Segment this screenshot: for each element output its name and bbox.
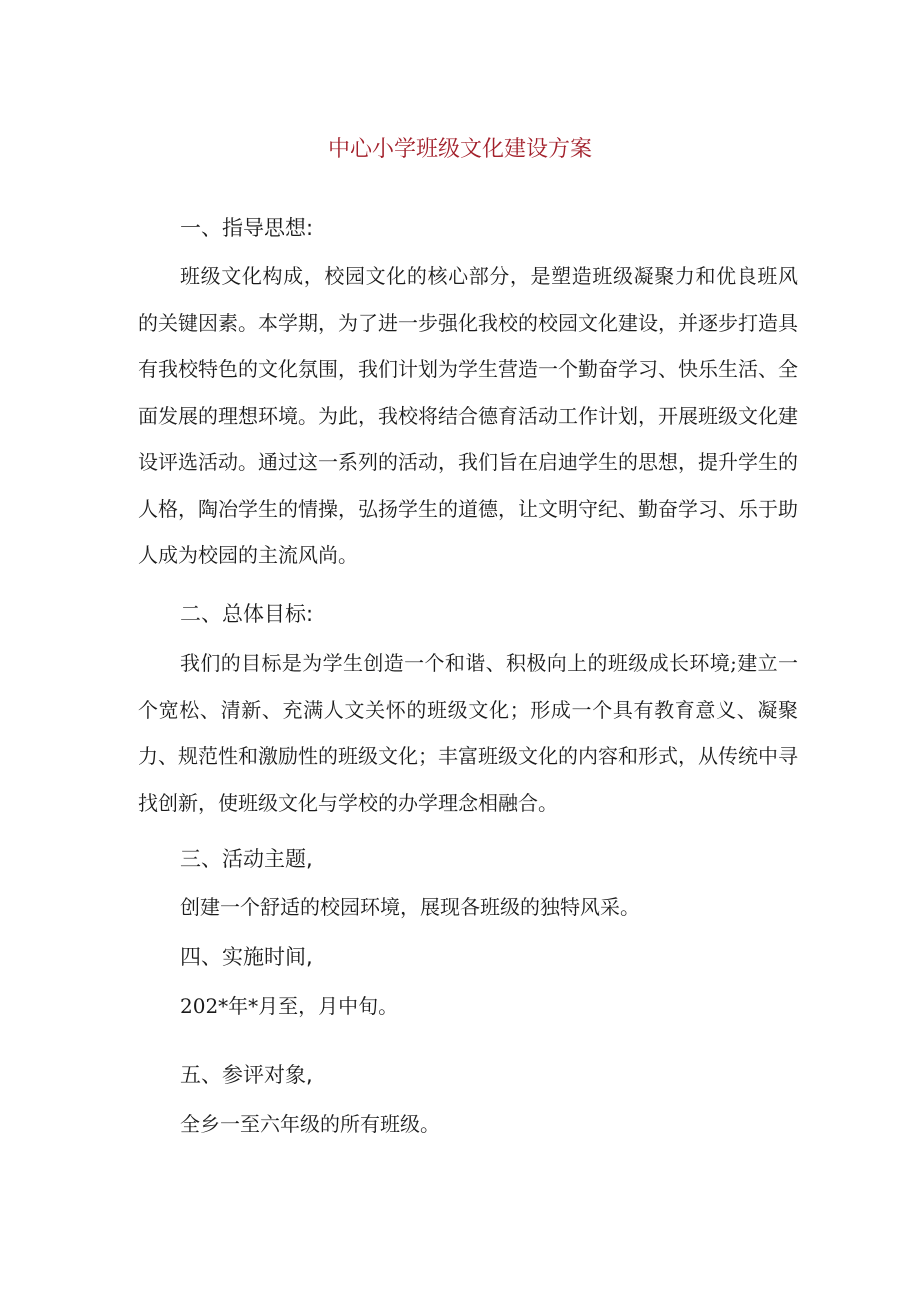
document-title: 中心小学班级文化建设方案: [327, 137, 592, 162]
section-body-overall-goal: 我们的目标是为学生创造一个和谐、积极向上的班级成长环境;建立一个宽松、清新、充满人文关怀的班级文化；形成一个具有教育意义、凝聚力、规范性和激励性的班级文化；丰富班级文化的内容和形式，从传统中寻找创新，使班级文化与学校的办学理念相融合。: [138, 651, 798, 815]
section-body-guiding-thought: 班级文化构成，校园文化的核心部分，是塑造班级凝聚力和优良班风的关键因素。本学期，为了进一步强化我校的校园文化建设，并逐步打造具有我校特色的文化氛围，我们计划为学生营造一个勤奋学习、快乐生活、全面发展的理想环境。为此，我校将结合德育活动工作计划，开展班级文化建设评选活动。通过这一系列的活动，我们旨在启迪学生的思想，提升学生的人格，陶冶学生的情操，弘扬学生的道德，让文明守纪、勤奋学习、乐于助人成为校园的主流风尚。: [138, 264, 798, 567]
section-body-implementation-time: 202*年*月至，月中旬。: [180, 994, 399, 1018]
section-heading-evaluation-targets: 五、参评对象,: [180, 1063, 313, 1087]
section-body-evaluation-targets: 全乡一至六年级的所有班级。: [180, 1112, 440, 1136]
section-heading-implementation-time: 四、实施时间,: [180, 945, 313, 969]
section-heading-guiding-thought: 一、指导思想:: [180, 216, 314, 240]
section-body-activity-theme: 创建一个舒适的校园环境，展现各班级的独特风采。: [180, 895, 640, 919]
section-heading-overall-goal: 二、总体目标:: [180, 602, 314, 626]
section-heading-activity-theme: 三、活动主题,: [180, 847, 313, 871]
